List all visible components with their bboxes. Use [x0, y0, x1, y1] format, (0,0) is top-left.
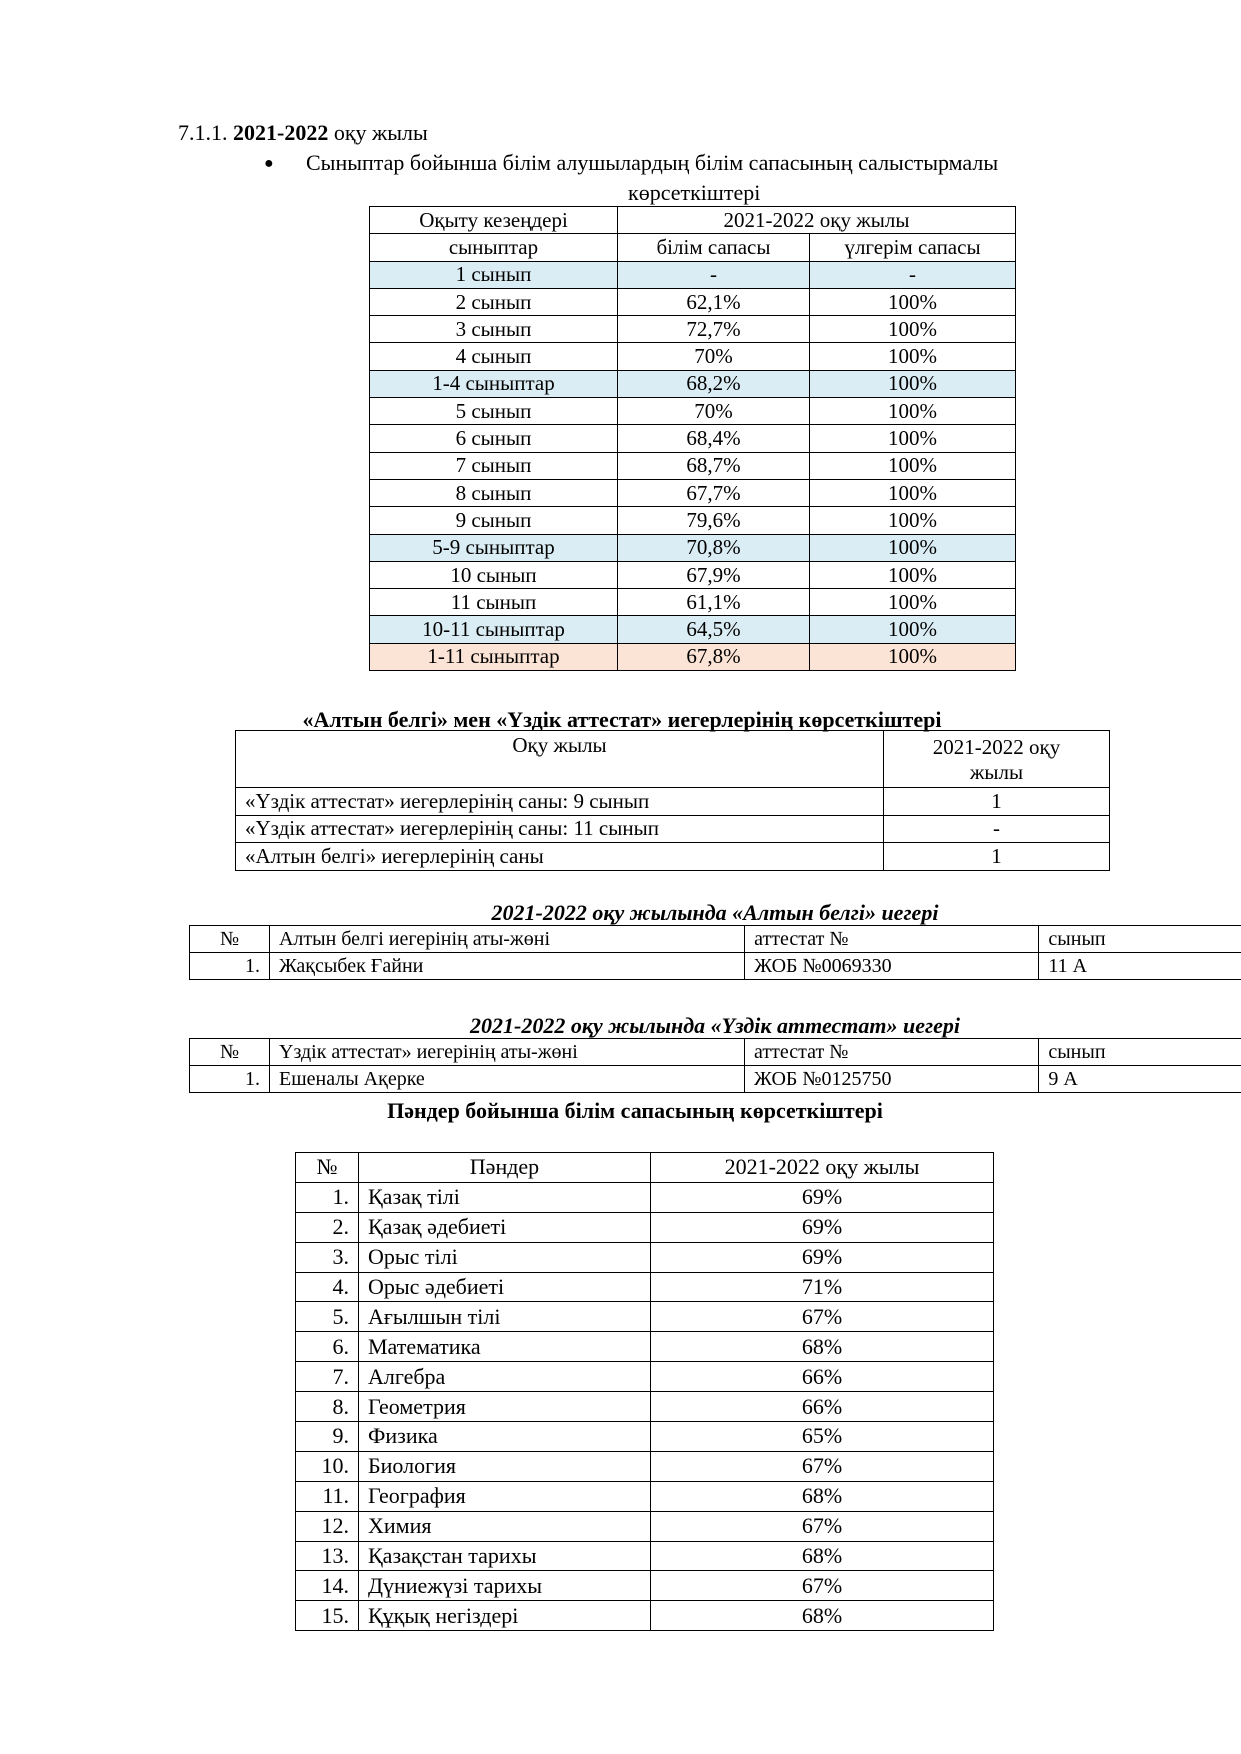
class-cell: 2 сынып: [370, 288, 618, 315]
value-cell: 66%: [651, 1362, 994, 1392]
value-cell: 65%: [651, 1422, 994, 1452]
table-row: [296, 1332, 994, 1362]
gold-medal-table: [189, 925, 1241, 980]
progress-cell: 100%: [810, 398, 1016, 425]
index-cell: 1.: [190, 953, 270, 980]
table-row: [296, 1392, 994, 1422]
table-row: [370, 343, 1016, 370]
class-cell: 8 сынып: [370, 479, 618, 506]
value-cell: 71%: [651, 1272, 994, 1302]
value-cell: -: [884, 815, 1110, 843]
table-row: [370, 398, 1016, 425]
class-cell: 6 сынып: [370, 425, 618, 452]
section-heading: [178, 120, 428, 146]
header-cell: Оқу жылы: [236, 731, 884, 788]
progress-cell: 100%: [810, 507, 1016, 534]
progress-cell: 100%: [810, 561, 1016, 588]
header-cell: сынып: [1039, 1039, 1241, 1066]
table-header-row: [296, 1153, 994, 1183]
index-cell: 11.: [296, 1481, 359, 1511]
header-cell: аттестат №: [745, 926, 1039, 953]
index-cell: 2.: [296, 1212, 359, 1242]
progress-cell: 100%: [810, 479, 1016, 506]
quality-cell: 67,9%: [618, 561, 810, 588]
class-quality-table: [369, 206, 1016, 671]
table-row: [296, 1511, 994, 1541]
table-header-row: [370, 234, 1016, 261]
subject-cell: Физика: [359, 1422, 651, 1452]
bullet-icon: ●: [264, 155, 274, 172]
subject-cell: Қазақ әдебиеті: [359, 1212, 651, 1242]
header-cell: Оқыту кезеңдері: [370, 207, 618, 234]
excellent-certificate-table: [189, 1038, 1241, 1093]
class-cell: 10 сынып: [370, 561, 618, 588]
index-cell: 12.: [296, 1511, 359, 1541]
table-row: [296, 1302, 994, 1332]
table-row: [296, 1212, 994, 1242]
progress-cell: 100%: [810, 534, 1016, 561]
table-row: [370, 479, 1016, 506]
value-cell: 69%: [651, 1182, 994, 1212]
index-cell: 5.: [296, 1302, 359, 1332]
class-cell: 11 сынып: [370, 589, 618, 616]
class-cell: 10-11 сыныптар: [370, 616, 618, 643]
section-number: 7.1.1.: [178, 120, 228, 145]
value-cell: 68%: [651, 1481, 994, 1511]
index-cell: 3.: [296, 1242, 359, 1272]
header-cell: үлгерім сапасы: [810, 234, 1016, 261]
index-cell: 8.: [296, 1392, 359, 1422]
header-cell: Үздік аттестат» иегерінің аты-жөні: [270, 1039, 745, 1066]
subject-cell: Математика: [359, 1332, 651, 1362]
medal-summary-table: [235, 730, 1110, 871]
progress-cell: -: [810, 261, 1016, 288]
value-cell: 67%: [651, 1302, 994, 1332]
progress-cell: 100%: [810, 616, 1016, 643]
quality-cell: 70,8%: [618, 534, 810, 561]
progress-cell: 100%: [810, 316, 1016, 343]
header-cell: 2021-2022 оқу жылы: [884, 731, 1110, 788]
value-cell: 67%: [651, 1571, 994, 1601]
subject-cell: Қазақстан тарихы: [359, 1541, 651, 1571]
value-cell: 69%: [651, 1212, 994, 1242]
header-cell: аттестат №: [745, 1039, 1039, 1066]
subject-cell: Орыс әдебиеті: [359, 1272, 651, 1302]
index-cell: 10.: [296, 1451, 359, 1481]
quality-cell: -: [618, 261, 810, 288]
table-row: [236, 788, 1110, 816]
header-cell: №: [296, 1153, 359, 1183]
subject-cell: Биология: [359, 1451, 651, 1481]
section-suffix: оқу жылы: [333, 120, 428, 145]
value-cell: 68%: [651, 1601, 994, 1631]
progress-cell: 100%: [810, 370, 1016, 397]
header-cell: 2021-2022 оқу жылы: [651, 1153, 994, 1183]
subject-cell: Орыс тілі: [359, 1242, 651, 1272]
quality-cell: 68,2%: [618, 370, 810, 397]
bullet-text-continued: көрсеткіштері: [628, 180, 761, 205]
class-cell: 3 сынып: [370, 316, 618, 343]
subject-cell: Дүниежүзі тарихы: [359, 1571, 651, 1601]
table-row: [370, 452, 1016, 479]
subjects-section-title: Пәндер бойынша білім сапасының көрсеткіштері: [387, 1098, 883, 1123]
quality-cell: 68,4%: [618, 425, 810, 452]
metric-cell: «Үздік аттестат» иегерлерінің саны: 11 сынып: [236, 815, 884, 843]
table-row: [296, 1422, 994, 1452]
quality-cell: 70%: [618, 343, 810, 370]
class-cell: 1-11 сыныптар: [370, 643, 618, 670]
subject-cell: Химия: [359, 1511, 651, 1541]
section-year: 2021-2022: [233, 120, 329, 145]
class-cell: 5-9 сыныптар: [370, 534, 618, 561]
header-cell: сынып: [1039, 926, 1241, 953]
subject-cell: Ағылшын тілі: [359, 1302, 651, 1332]
table-row: [190, 1066, 1241, 1093]
value-cell: 67%: [651, 1511, 994, 1541]
table-row: [296, 1451, 994, 1481]
index-cell: 1.: [296, 1182, 359, 1212]
table-row: [370, 589, 1016, 616]
table-row: [296, 1272, 994, 1302]
subject-cell: География: [359, 1481, 651, 1511]
progress-cell: 100%: [810, 643, 1016, 670]
quality-cell: 67,8%: [618, 643, 810, 670]
progress-cell: 100%: [810, 343, 1016, 370]
quality-cell: 64,5%: [618, 616, 810, 643]
table-row: [296, 1362, 994, 1392]
class-cell: 4 сынып: [370, 343, 618, 370]
index-cell: 6.: [296, 1332, 359, 1362]
excellent-section-title: 2021-2022 оқу жылында «Үздік аттестат» иегері: [470, 1013, 960, 1038]
progress-cell: 100%: [810, 589, 1016, 616]
table-row: [370, 316, 1016, 343]
table-row: [370, 561, 1016, 588]
subject-cell: Геометрия: [359, 1392, 651, 1422]
header-cell: Алтын белгі иегерінің аты-жөні: [269, 926, 744, 953]
header-cell: №: [190, 926, 270, 953]
class-cell: 7 сынып: [370, 452, 618, 479]
class-cell: 1-4 сыныптар: [370, 370, 618, 397]
name-cell: Ешеналы Ақерке: [270, 1066, 745, 1093]
table-row: [370, 288, 1016, 315]
table-row: [370, 261, 1016, 288]
table-row: [296, 1601, 994, 1631]
subject-cell: Қазақ тілі: [359, 1182, 651, 1212]
quality-cell: 62,1%: [618, 288, 810, 315]
table-row: [370, 425, 1016, 452]
header-cell: Пәндер: [359, 1153, 651, 1183]
index-cell: 13.: [296, 1541, 359, 1571]
table-row: [296, 1571, 994, 1601]
subject-cell: Алгебра: [359, 1362, 651, 1392]
table-row: [296, 1541, 994, 1571]
table-header-row: [236, 731, 1110, 788]
quality-cell: 61,1%: [618, 589, 810, 616]
index-cell: 15.: [296, 1601, 359, 1631]
progress-cell: 100%: [810, 452, 1016, 479]
class-cell: 5 сынып: [370, 398, 618, 425]
gold-section-title: 2021-2022 оқу жылында «Алтын белгі» иегері: [491, 900, 939, 925]
certificate-cell: ЖОБ №0125750: [745, 1066, 1039, 1093]
quality-cell: 67,7%: [618, 479, 810, 506]
table-row: [370, 643, 1016, 670]
subjects-quality-table: [295, 1152, 994, 1631]
value-cell: 67%: [651, 1451, 994, 1481]
class-cell: 11 А: [1039, 953, 1241, 980]
index-cell: 14.: [296, 1571, 359, 1601]
header-cell: сыныптар: [370, 234, 618, 261]
quality-cell: 72,7%: [618, 316, 810, 343]
header-cell: білім сапасы: [618, 234, 810, 261]
quality-cell: 70%: [618, 398, 810, 425]
value-cell: 1: [884, 843, 1110, 871]
index-cell: 1.: [190, 1066, 270, 1093]
class-cell: 9 сынып: [370, 507, 618, 534]
header-cell: 2021-2022 оқу жылы: [618, 207, 1016, 234]
table-row: [190, 953, 1241, 980]
value-cell: 68%: [651, 1541, 994, 1571]
value-cell: 66%: [651, 1392, 994, 1422]
name-cell: Жақсыбек Ғайни: [269, 953, 744, 980]
table-row: [296, 1182, 994, 1212]
table-row: [296, 1242, 994, 1272]
table-header-row: [190, 926, 1241, 953]
certificate-cell: ЖОБ №0069330: [745, 953, 1039, 980]
table-header-row: [190, 1039, 1241, 1066]
table-row: [370, 616, 1016, 643]
index-cell: 4.: [296, 1272, 359, 1302]
quality-cell: 68,7%: [618, 452, 810, 479]
progress-cell: 100%: [810, 425, 1016, 452]
table-row: [296, 1481, 994, 1511]
metric-cell: «Алтын белгі» иегерлерінің саны: [236, 843, 884, 871]
table-row: [370, 370, 1016, 397]
value-cell: 69%: [651, 1242, 994, 1272]
header-cell: №: [190, 1039, 270, 1066]
subject-cell: Құқық негіздері: [359, 1601, 651, 1631]
metric-cell: «Үздік аттестат» иегерлерінің саны: 9 сынып: [236, 788, 884, 816]
value-cell: 68%: [651, 1332, 994, 1362]
progress-cell: 100%: [810, 288, 1016, 315]
table-row: [370, 507, 1016, 534]
table-row: [236, 815, 1110, 843]
quality-cell: 79,6%: [618, 507, 810, 534]
bullet-text: Сыныптар бойынша білім алушылардың білім сапасының салыстырмалы: [306, 150, 999, 175]
index-cell: 9.: [296, 1422, 359, 1452]
table-row: [236, 843, 1110, 871]
value-cell: 1: [884, 788, 1110, 816]
medal-section-title: «Алтын белгі» мен «Үздік аттестат» иегерлерінің көрсеткіштері: [302, 707, 942, 732]
index-cell: 7.: [296, 1362, 359, 1392]
class-cell: 1 сынып: [370, 261, 618, 288]
class-cell: 9 А: [1039, 1066, 1241, 1093]
table-row: [370, 534, 1016, 561]
table-header-row: [370, 207, 1016, 234]
